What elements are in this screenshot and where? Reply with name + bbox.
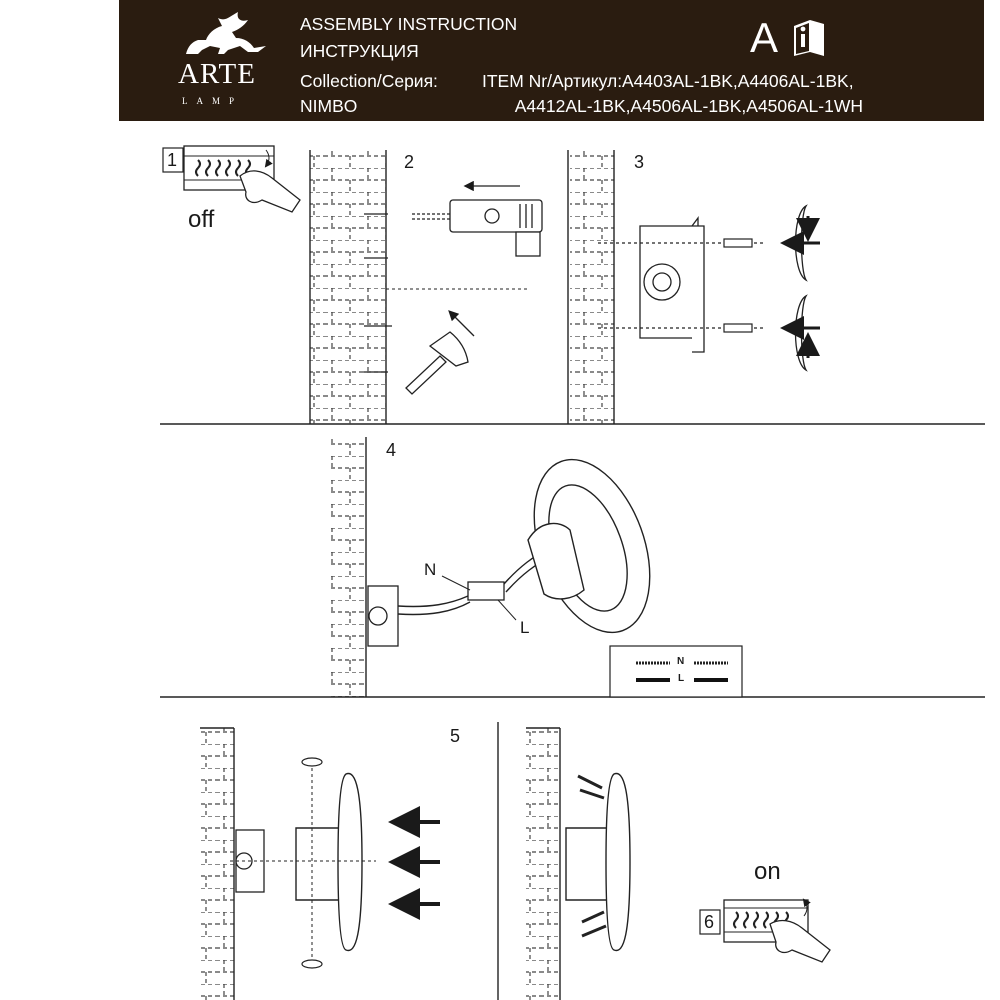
item-numbers-line2: A4412AL-1BK,A4506AL-1BK,A4506AL-1WH xyxy=(514,96,863,116)
hammer-icon xyxy=(406,332,468,394)
item-label: ITEM Nr/Артикул: xyxy=(482,71,623,91)
brand-subtitle: LAMP xyxy=(182,96,244,106)
step3-arrows xyxy=(786,216,820,358)
legend-neutral-label: N xyxy=(677,656,685,667)
hammer-direction-arrow xyxy=(450,312,474,336)
terminal-block xyxy=(468,582,504,600)
wire-live-label: L xyxy=(520,618,530,637)
step6-caption-on: on xyxy=(754,858,781,885)
step4-wall xyxy=(330,437,366,697)
step4-wires xyxy=(398,548,552,615)
step4-lamp xyxy=(512,444,671,649)
title-english: ASSEMBLY INSTRUCTION xyxy=(300,14,518,34)
step3-caps xyxy=(796,206,807,370)
wire-legend xyxy=(610,646,742,697)
step4-bracket xyxy=(368,586,398,646)
brand-name: ARTE xyxy=(178,58,256,90)
assembly-type-letter: A xyxy=(750,14,779,61)
step5-number: 5 xyxy=(450,726,461,746)
step1-breaker xyxy=(184,146,300,212)
step3-wall xyxy=(570,150,614,424)
step2-wall xyxy=(310,150,386,424)
step6-wall xyxy=(526,728,560,1000)
step4-number: 4 xyxy=(386,440,397,460)
step6-number: 6 xyxy=(704,912,715,932)
wire-neutral-label: N xyxy=(424,560,437,579)
item-numbers-line1: A4403AL-1BK,A4406AL-1BK, xyxy=(622,71,854,91)
legend-live-label: L xyxy=(678,673,685,684)
step2-number: 2 xyxy=(404,152,415,172)
step6-lamp xyxy=(566,774,630,951)
title-russian: ИНСТРУКЦИЯ xyxy=(300,41,419,61)
step5-arrows xyxy=(396,822,440,904)
collection-label: Collection/Серия: xyxy=(300,71,438,91)
step1-number: 1 xyxy=(167,150,178,170)
step1-caption-off: off xyxy=(188,206,215,233)
step5-lamp xyxy=(296,774,362,951)
step5-wall xyxy=(200,728,234,1000)
step3-bracket xyxy=(640,218,704,352)
collection-value: NIMBO xyxy=(300,96,358,116)
step3-number: 3 xyxy=(634,152,645,172)
step6-breaker xyxy=(724,900,830,962)
drill-icon xyxy=(412,200,542,256)
